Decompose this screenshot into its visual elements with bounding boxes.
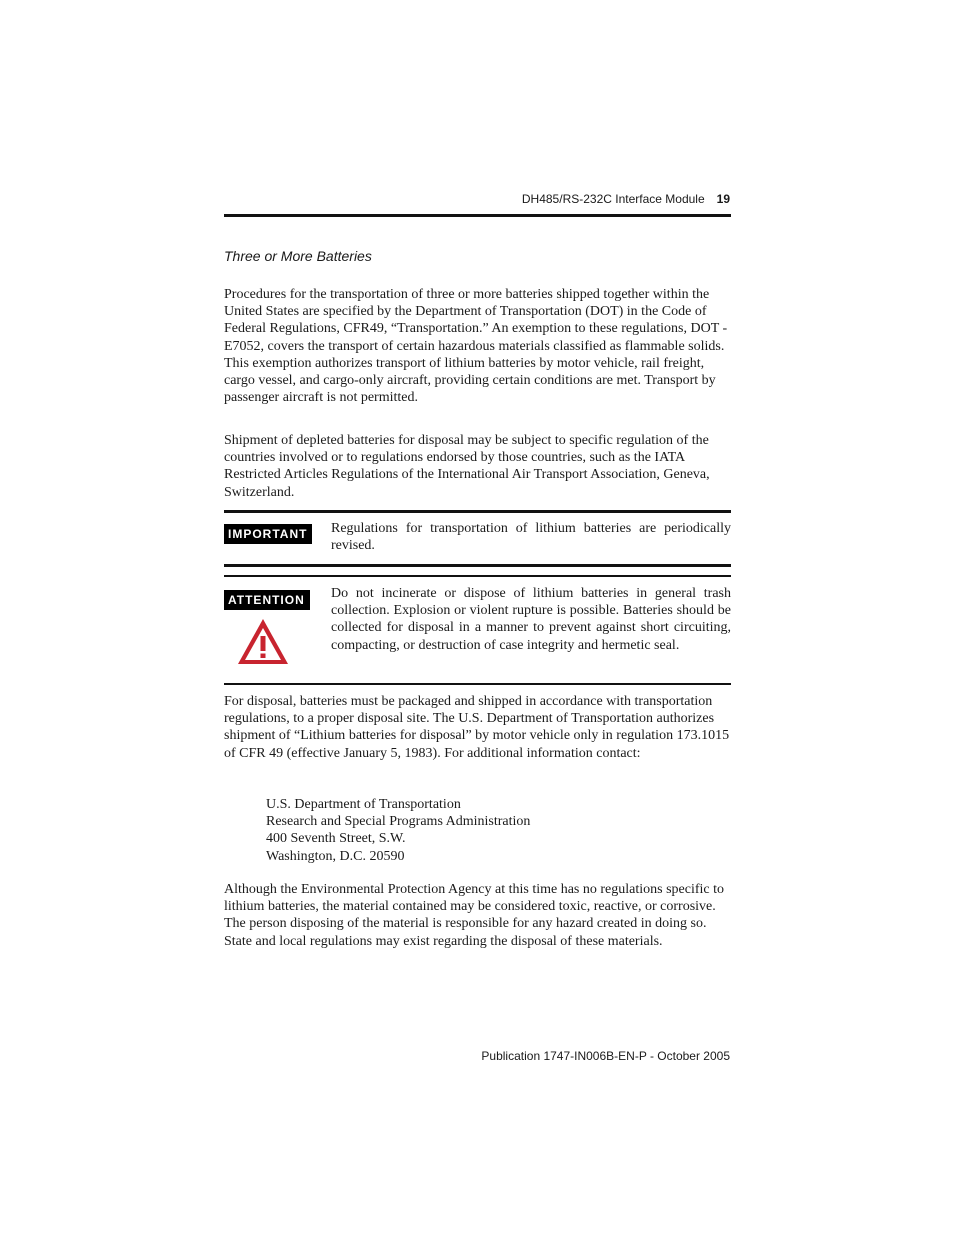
header-rule — [224, 214, 731, 217]
dot-address-block — [266, 796, 530, 865]
attention-bottom-rule — [224, 683, 731, 685]
header-title: DH485/RS-232C Interface Module — [521, 192, 705, 206]
page-footer: Publication 1747-IN006B-EN-P - October 2005 — [481, 1049, 730, 1063]
important-text: Regulations for transportation of lithium batteries are periodically revised. — [331, 521, 731, 554]
paragraph-disposal-shipping: For disposal, batteries must be packaged and shipped in accordance with transportation regulations, to a proper disposal site. The U.S. Department of Transportation authorizes shipment of “Lithium batteries for disposal” by motor vehicle only in regulation 173.1015 of CFR 49 (effective January 5, 1983). For additional information contact: — [224, 694, 730, 761]
important-top-rule — [224, 510, 731, 513]
address-line: Washington, D.C. 20590 — [266, 848, 405, 864]
address-line: U.S. Department of Transportation — [266, 797, 461, 812]
page-number: 19 — [716, 192, 730, 206]
paragraph-depleted-shipment: Shipment of depleted batteries for disposal may be subject to specific regulation of the countries involved or to regulations endorsed by those countries, such as the IATA Restricted Articles Regulations of the International Air Transport Association, Geneva, Switzerland. — [224, 433, 710, 500]
attention-text: Do not incinerate or dispose of lithium batteries in general trash collection. Explosion or violent rupture is possible. Batteries should be collected for disposal in a manner to prevent against short circuiting, compacting, or destruction of case integrity and hermetic seal. — [331, 586, 731, 653]
attention-label: ATTENTION — [224, 590, 310, 610]
page-header — [522, 192, 730, 206]
address-line: 400 Seventh Street, S.W. — [266, 831, 406, 847]
warning-triangle-icon — [236, 617, 290, 671]
paragraph-transport-regulations: Procedures for the transportation of three or more batteries shipped together within the United States are specified by the Department of Transportation (DOT) in the Code of Federal Regulations, CFR49, “Transportation.” An exemption to these regulations, DOT - E7052, covers the transport of certain hazardous materials classified as flammable solids. This exemption authorizes transport of lithium batteries by motor vehicle, rail freight, cargo vessel, and cargo-only aircraft, providing certain conditions are met. Transport by passenger aircraft is not permitted. — [224, 287, 728, 406]
important-label: IMPORTANT — [224, 524, 312, 544]
section-heading: Three or More Batteries — [224, 248, 372, 264]
important-bottom-rule — [224, 564, 731, 567]
address-line: Research and Special Programs Administration — [266, 814, 531, 830]
paragraph-epa: Although the Environmental Protection Agency at this time has no regulations specific to lithium batteries, the material contained may be considered toxic, reactive, or corrosive. The person disposing of the material is responsible for any hazard created in doing so. State and local regulations may exist regarding the disposal of these materials. — [224, 882, 725, 949]
attention-top-rule — [224, 575, 731, 577]
